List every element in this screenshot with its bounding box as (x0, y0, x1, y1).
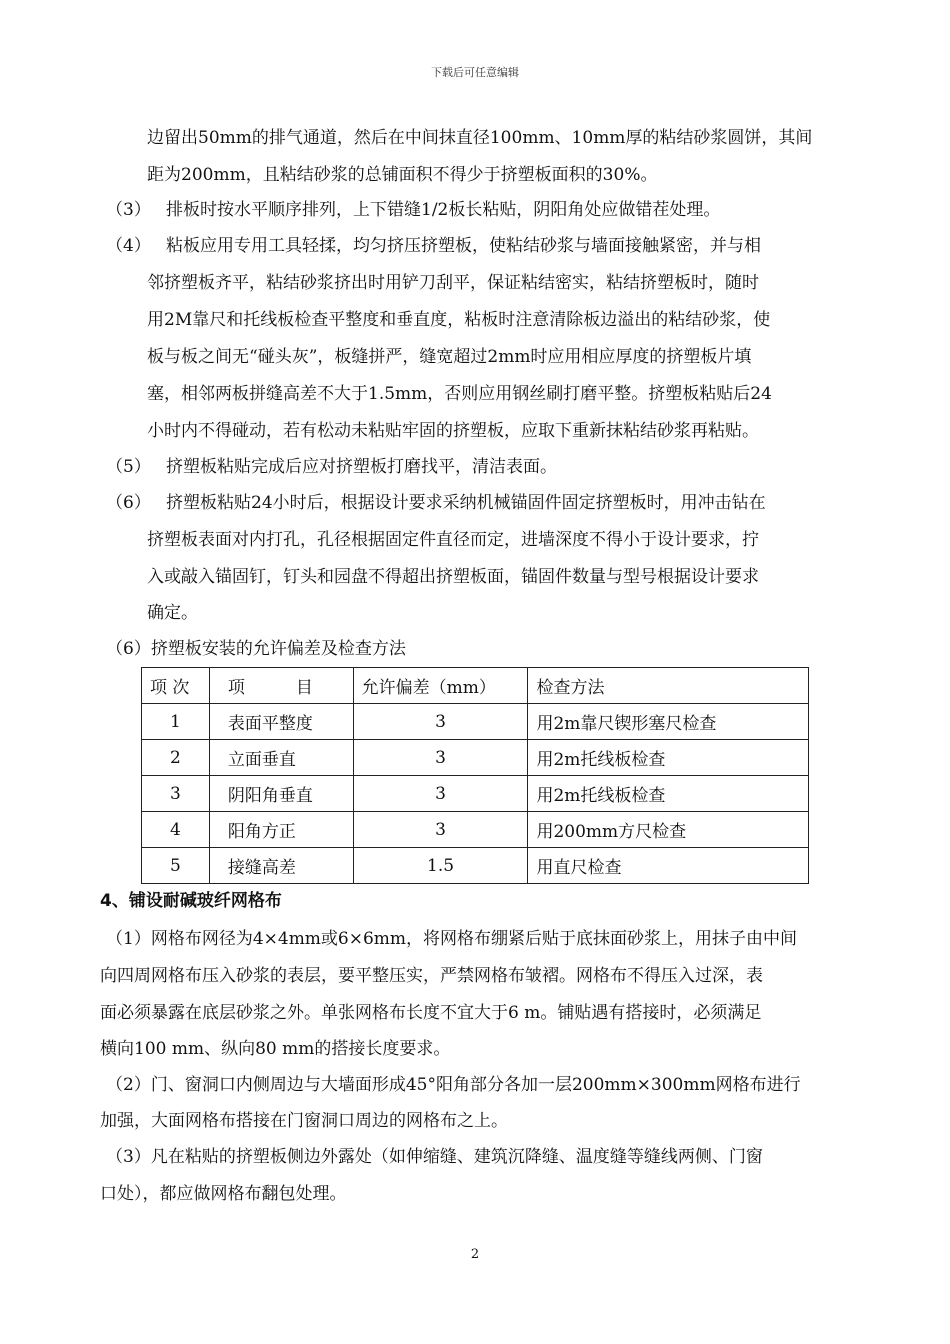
table-cell: 3 (353, 740, 528, 776)
table-cell: 用2m靠尺锲形塞尺检查 (528, 704, 809, 740)
section-heading: 4、铺设耐碱玻纤网格布 (100, 891, 282, 911)
table-cell: 3 (353, 776, 528, 812)
table-caption: （6）挤塑板安装的允许偏差及检查方法 (106, 639, 406, 659)
table-cell: 3 (142, 776, 210, 812)
section-line: （3）凡在粘贴的挤塑板侧边外露处（如伸缩缝、建筑沉降缝、温度缝等缝线两侧、门窗 (106, 1147, 763, 1167)
table-cell: 接缝高差 (209, 848, 353, 884)
body-line: 粘板应用专用工具轻揉，均匀挤压挤塑板，使粘结砂浆与墙面接触紧密，并与相 (166, 236, 761, 256)
body-line: 塞，相邻两板拼缝高差不大于1.5mm，否则应用钢丝刷打磨平整。挤塑板粘贴后24 (147, 384, 772, 404)
item-number: （6） (106, 493, 151, 513)
table-cell: 立面垂直 (209, 740, 353, 776)
table-cell: 阴阳角垂直 (209, 776, 353, 812)
table-cell: 5 (142, 848, 210, 884)
table-row (142, 848, 809, 884)
body-line: 距为200mm，且粘结砂浆的总铺面积不得少于挤塑板面积的30%。 (147, 165, 658, 185)
section-line: （1）网格布网径为4×4mm或6×6mm，将网格布绷紧后贴于底抹面砂浆上，用抹子由中间 (106, 929, 798, 949)
table-header-cell: 项 次 (142, 668, 210, 704)
body-line: 小时内不得碰动，若有松动未粘贴牢固的挤塑板，应取下重新抹粘结砂浆再粘贴。 (147, 421, 759, 441)
table-cell: 2 (142, 740, 210, 776)
body-line: 入或敲入锚固钉，钉头和园盘不得超出挤塑板面，锚固件数量与型号根据设计要求 (147, 567, 759, 587)
table-cell: 1 (142, 704, 210, 740)
table-cell: 用直尺检查 (528, 848, 809, 884)
section-line: 向四周网格布压入砂浆的表层，要平整压实，严禁网格布皱褶。网格布不得压入过深，表 (100, 966, 763, 986)
body-line: 板与板之间无“碰头灰”，板缝拼严，缝宽超过2mm时应用相应厚度的挤塑板片填 (147, 347, 752, 367)
page-header: 下载后可任意编辑 (431, 66, 519, 79)
table-row (142, 812, 809, 848)
table-cell: 用2m托线板检查 (528, 776, 809, 812)
table-header-cell: 允许偏差（mm） (353, 668, 528, 704)
table-cell: 3 (353, 812, 528, 848)
tolerance-table (141, 667, 809, 884)
table-cell: 1.5 (353, 848, 528, 884)
body-line: 用2M靠尺和托线板检查平整度和垂直度，粘板时注意清除板边溢出的粘结砂浆，使 (147, 310, 771, 330)
table-header-cell: 检查方法 (528, 668, 809, 704)
item-number: （5） (106, 457, 151, 477)
table-cell: 4 (142, 812, 210, 848)
table-header-cell: 项 目 (209, 668, 353, 704)
body-line: 挤塑板表面对内打孔，孔径根据固定件直径而定，进墙深度不得小于设计要求，拧 (147, 530, 759, 550)
table-cell: 用2m托线板检查 (528, 740, 809, 776)
section-line: 面必须暴露在底层砂浆之外。单张网格布长度不宜大于6 m。铺贴遇有搭接时，必须满足 (100, 1003, 762, 1023)
section-line: 口处），都应做网格布翻包处理。 (100, 1184, 347, 1204)
table-row (142, 704, 809, 740)
table-row (142, 740, 809, 776)
table-row (142, 776, 809, 812)
table-header-row (142, 668, 809, 704)
section-line: （2）门、窗洞口内侧周边与大墙面形成45°阳角部分各加一层200mm×300mm网格布进行 (106, 1075, 801, 1095)
body-line: 排板时按水平顺序排列，上下错缝1/2板长粘贴，阴阳角处应做错茬处理。 (166, 200, 721, 220)
page-number: 2 (470, 1247, 480, 1262)
table-cell: 3 (353, 704, 528, 740)
item-number: （3） (106, 200, 151, 220)
body-line: 挤塑板粘贴24小时后，根据设计要求采纳机械锚固件固定挤塑板时，用冲击钻在 (166, 493, 766, 513)
item-number: （4） (106, 236, 151, 256)
body-line: 邻挤塑板齐平，粘结砂浆挤出时用铲刀刮平，保证粘结密实，粘结挤塑板时，随时 (147, 273, 759, 293)
body-line: 确定。 (147, 603, 198, 623)
table-cell: 阳角方正 (209, 812, 353, 848)
table-cell: 用200mm方尺检查 (528, 812, 809, 848)
body-line: 挤塑板粘贴完成后应对挤塑板打磨找平，清洁表面。 (166, 457, 557, 477)
table-cell: 表面平整度 (209, 704, 353, 740)
body-line: 边留出50mm的排气通道，然后在中间抹直径100mm、10mm厚的粘结砂浆圆饼，其间 (147, 128, 813, 148)
section-line: 加强，大面网格布搭接在门窗洞口周边的网格布之上。 (100, 1111, 508, 1131)
section-line: 横向100 mm、纵向80 mm的搭接长度要求。 (100, 1039, 451, 1059)
